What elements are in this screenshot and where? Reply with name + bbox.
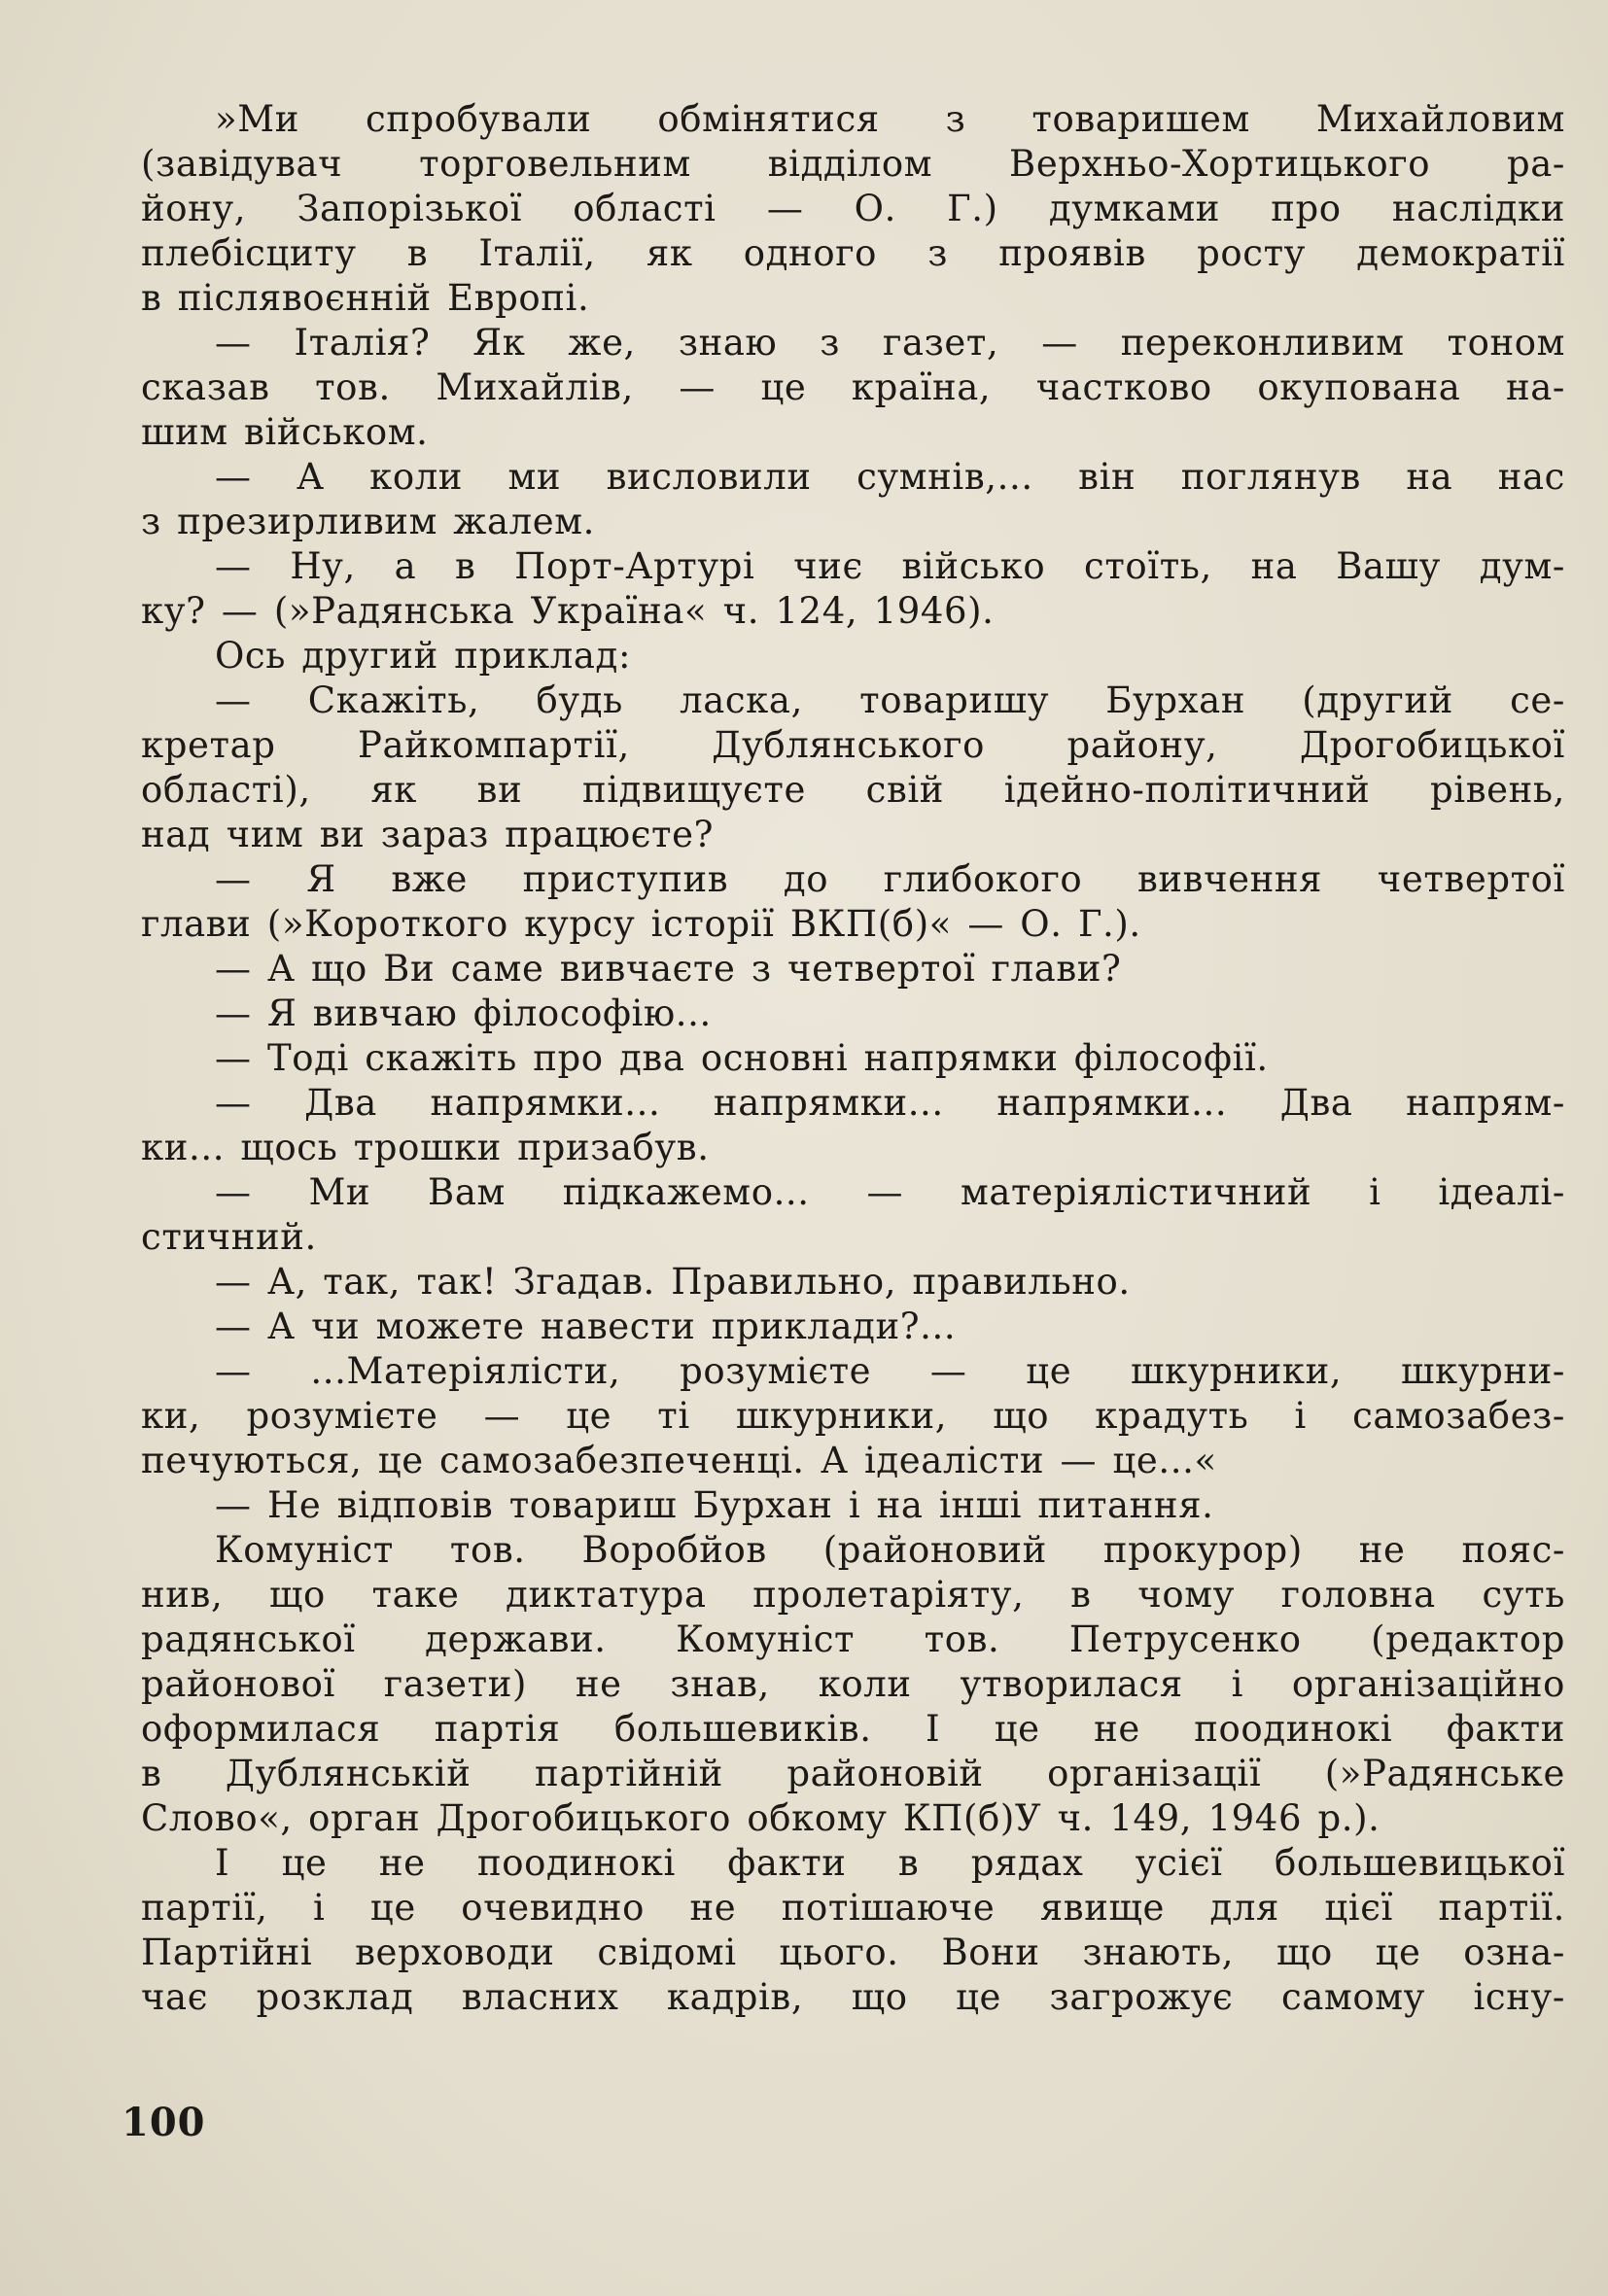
text-line: І це не поодинокі факти в рядах усієї большевицької xyxy=(215,1842,1565,1884)
text-line: Ось другий приклад: xyxy=(215,635,632,677)
page-number: 100 xyxy=(122,2100,206,2145)
text-line: — Два напрямки... напрямки... напрямки... Два напрям- xyxy=(215,1082,1565,1124)
text-line: — ...Матеріялісти, розумієте — це шкурники, шкурни- xyxy=(215,1350,1565,1392)
text-line: — Скажіть, будь ласка, товаришу Бурхан (другий се- xyxy=(215,679,1565,721)
text-line: Слово«, орган Дрогобицького обкому КП(б)У ч. 149, 1946 р.). xyxy=(141,1797,1381,1839)
text-line: — Ми Вам підкажемо... — матеріялістичний і ідеалі- xyxy=(215,1171,1565,1213)
text-line: — А що Ви саме вивчаєте з четвертої глави? xyxy=(215,948,1122,990)
text-line: плебісциту в Італії, як одного з проявів росту демократії xyxy=(141,232,1565,274)
text-line: над чим ви зараз працюєте? xyxy=(141,814,715,855)
text-line: партії, і це очевидно не потішаюче явище для цієї партії. xyxy=(141,1887,1565,1929)
text-line: ки... щось трошки призабув. xyxy=(141,1127,710,1168)
text-line: в післявоєнній Европі. xyxy=(141,277,590,319)
text-line: оформилася партія большевиків. І це не поодинокі факти xyxy=(141,1708,1565,1750)
text-line: ку? — (»Радянська Україна« ч. 124, 1946). xyxy=(141,590,995,632)
text-line: радянської держави. Комуніст тов. Петрусенко (редактор xyxy=(141,1618,1565,1660)
text-line: — Не відповів товариш Бурхан і на інші питання. xyxy=(215,1484,1214,1526)
text-line: в Дублянській партійній районовій організації (»Радянське xyxy=(141,1753,1565,1794)
text-line: (завідувач торговельним відділом Верхньо-Хортицького ра- xyxy=(141,143,1565,185)
text-line: — Я вивчаю філософію... xyxy=(215,992,712,1034)
text-line: печуються, це самозабезпеченці. А ідеалісти — це...« xyxy=(141,1440,1217,1481)
text-line: районової газети) не знав, коли утворилася і організаційно xyxy=(141,1663,1565,1705)
text-line: кретар Райкомпартії, Дублянського району, Дрогобицької xyxy=(141,724,1565,766)
text-line: нив, що таке диктатура пролетаріяту, в чому головна суть xyxy=(141,1574,1565,1616)
text-line: з презирливим жалем. xyxy=(141,501,595,542)
text-line: — Я вже приступив до глибокого вивчення четвертої xyxy=(215,858,1565,900)
text-line: області), як ви підвищуєте свій ідейно-політичний рівень, xyxy=(141,769,1565,811)
text-line: стичний. xyxy=(141,1216,317,1258)
text-line: — А, так, так! Згадав. Правильно, правильно. xyxy=(215,1261,1131,1303)
text-line: — Тоді скажіть про два основні напрямки філософії. xyxy=(215,1037,1269,1079)
text-line: Партійні верховоди свідомі цього. Вони знають, що це озна- xyxy=(141,1931,1565,1973)
text-line: чає розклад власних кадрів, що це загрожує самому існу- xyxy=(141,1976,1565,2018)
text-line: шим військом. xyxy=(141,411,429,453)
body-text xyxy=(141,97,1565,2020)
text-line: — А чи можете навести приклади?... xyxy=(215,1305,957,1347)
text-line: — Ну, а в Порт-Артурі чиє військо стоїть, на Вашу дум- xyxy=(215,545,1565,587)
text-line: — Італія? Як же, знаю з газет, — переконливим тоном xyxy=(215,322,1565,364)
text-line: йону, Запорізької області — О. Г.) думками про наслідки xyxy=(141,188,1565,229)
text-line: »Ми спробували обмінятися з товаришем Михайловим xyxy=(215,98,1565,140)
text-line: сказав тов. Михайлів, — це країна, частково окупована на- xyxy=(141,366,1565,408)
text-line: Комуніст тов. Воробйов (районовий прокурор) не пояс- xyxy=(215,1529,1565,1571)
text-line: ки, розумієте — це ті шкурники, що крадуть і самозабез- xyxy=(141,1395,1565,1437)
text-line: — А коли ми висловили сумнів,... він поглянув на нас xyxy=(215,456,1565,498)
text-line: глави (»Короткого курсу історії ВКП(б)« — О. Г.). xyxy=(141,903,1141,945)
